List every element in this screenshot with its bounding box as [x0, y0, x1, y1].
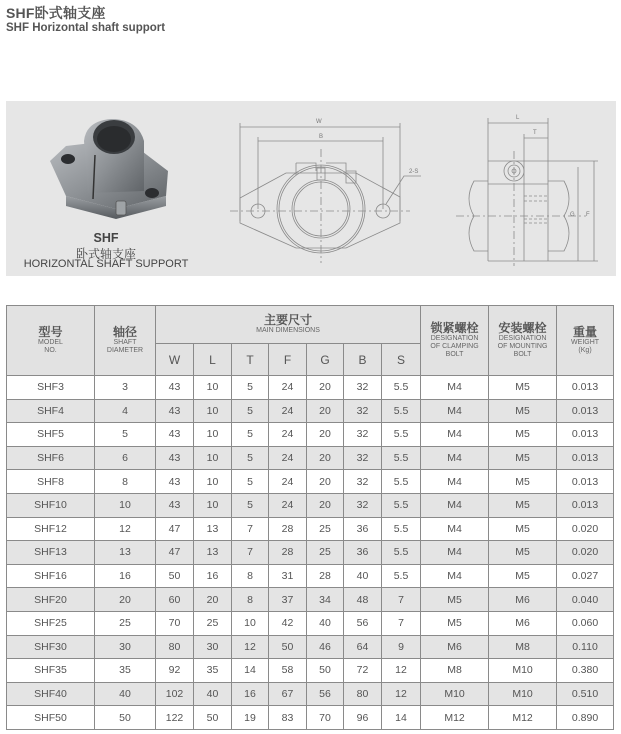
cell-s: 5.5 [382, 541, 421, 565]
cell-weight: 0.013 [557, 446, 614, 470]
cell-weight: 0.013 [557, 470, 614, 494]
svg-text:F: F [586, 212, 590, 218]
cell-w: 50 [156, 564, 194, 588]
cell-w: 70 [156, 611, 194, 635]
cell-f: 42 [269, 611, 307, 635]
cell-mounting-bolt: M8 [489, 635, 557, 659]
cell-l: 16 [194, 564, 232, 588]
cell-model: SHF13 [7, 541, 95, 565]
cell-shaft-diameter: 40 [95, 682, 156, 706]
cell-shaft-diameter: 30 [95, 635, 156, 659]
cell-f: 24 [269, 376, 307, 400]
cell-b: 36 [344, 517, 382, 541]
cell-shaft-diameter: 13 [95, 541, 156, 565]
cell-s: 5.5 [382, 399, 421, 423]
cell-shaft-diameter: 50 [95, 706, 156, 730]
photo-caption-model: SHF [93, 231, 119, 245]
table-row [7, 564, 614, 588]
cell-t: 10 [232, 611, 269, 635]
cell-model: SHF50 [7, 706, 95, 730]
cell-t: 8 [232, 564, 269, 588]
cell-g: 46 [307, 635, 344, 659]
cell-model: SHF3 [7, 376, 95, 400]
cell-b: 48 [344, 588, 382, 612]
cell-model: SHF30 [7, 635, 95, 659]
cell-mounting-bolt: M10 [489, 682, 557, 706]
cell-b: 32 [344, 493, 382, 517]
cell-w: 43 [156, 493, 194, 517]
cell-weight: 0.060 [557, 611, 614, 635]
cell-mounting-bolt: M5 [489, 423, 557, 447]
cell-s: 5.5 [382, 376, 421, 400]
table-row [7, 423, 614, 447]
cell-f: 31 [269, 564, 307, 588]
cell-w: 122 [156, 706, 194, 730]
cell-weight: 0.013 [557, 376, 614, 400]
cell-clamping-bolt: M4 [421, 541, 489, 565]
header-clamping-bolt: 锁紧螺栓 DESIGNATION OF CLAMPING BOLT [421, 306, 489, 376]
svg-text:2-S: 2-S [409, 169, 419, 175]
cell-f: 37 [269, 588, 307, 612]
header-model: 型号 MODEL NO. [7, 306, 95, 376]
cell-g: 25 [307, 541, 344, 565]
cell-model: SHF12 [7, 517, 95, 541]
cell-g: 20 [307, 399, 344, 423]
cell-w: 47 [156, 541, 194, 565]
page-header [6, 5, 165, 35]
cell-g: 20 [307, 470, 344, 494]
cell-b: 40 [344, 564, 382, 588]
cell-shaft-diameter: 12 [95, 517, 156, 541]
svg-text:T: T [533, 130, 537, 136]
cell-mounting-bolt: M5 [489, 399, 557, 423]
cell-weight: 0.380 [557, 659, 614, 683]
cell-model: SHF4 [7, 399, 95, 423]
cell-weight: 0.013 [557, 493, 614, 517]
cell-f: 24 [269, 399, 307, 423]
cell-t: 5 [232, 376, 269, 400]
cell-g: 28 [307, 564, 344, 588]
cell-f: 24 [269, 470, 307, 494]
cell-clamping-bolt: M6 [421, 635, 489, 659]
photo-caption-en: HORIZONTAL SHAFT SUPPORT [23, 258, 189, 270]
table-row [7, 706, 614, 730]
cell-l: 10 [194, 493, 232, 517]
cell-l: 10 [194, 399, 232, 423]
cell-w: 43 [156, 399, 194, 423]
shaft-support-photo-icon [6, 101, 216, 231]
cell-b: 32 [344, 399, 382, 423]
cell-g: 34 [307, 588, 344, 612]
cell-g: 20 [307, 423, 344, 447]
cell-clamping-bolt: M4 [421, 399, 489, 423]
cell-w: 43 [156, 376, 194, 400]
svg-text:B: B [319, 134, 324, 140]
cell-shaft-diameter: 8 [95, 470, 156, 494]
cell-model: SHF10 [7, 493, 95, 517]
cell-weight: 0.110 [557, 635, 614, 659]
cell-shaft-diameter: 4 [95, 399, 156, 423]
header-dim-w: W [156, 344, 194, 376]
table-row [7, 470, 614, 494]
cell-f: 24 [269, 423, 307, 447]
cell-f: 50 [269, 635, 307, 659]
cell-b: 32 [344, 423, 382, 447]
cell-shaft-diameter: 25 [95, 611, 156, 635]
cell-model: SHF8 [7, 470, 95, 494]
cell-clamping-bolt: M4 [421, 517, 489, 541]
header-shaft-diameter: 轴径 SHAFT DIAMETER [95, 306, 156, 376]
header-dim-b: B [344, 344, 382, 376]
cell-l: 13 [194, 517, 232, 541]
cell-weight: 0.890 [557, 706, 614, 730]
table-row [7, 376, 614, 400]
table-row [7, 635, 614, 659]
cell-t: 5 [232, 423, 269, 447]
cell-f: 28 [269, 541, 307, 565]
cell-t: 5 [232, 493, 269, 517]
cell-f: 67 [269, 682, 307, 706]
cell-s: 14 [382, 706, 421, 730]
table-row [7, 541, 614, 565]
cell-w: 43 [156, 446, 194, 470]
cell-mounting-bolt: M5 [489, 493, 557, 517]
cell-clamping-bolt: M5 [421, 611, 489, 635]
cell-s: 5.5 [382, 564, 421, 588]
cell-l: 10 [194, 470, 232, 494]
header-dim-g: G [307, 344, 344, 376]
header-dim-l: L [194, 344, 232, 376]
cell-mounting-bolt: M5 [489, 541, 557, 565]
cell-clamping-bolt: M4 [421, 564, 489, 588]
cell-b: 64 [344, 635, 382, 659]
cell-f: 83 [269, 706, 307, 730]
cell-weight: 0.020 [557, 541, 614, 565]
cell-s: 12 [382, 659, 421, 683]
cell-w: 102 [156, 682, 194, 706]
cell-clamping-bolt: M8 [421, 659, 489, 683]
cell-t: 5 [232, 399, 269, 423]
cell-clamping-bolt: M4 [421, 470, 489, 494]
cell-t: 8 [232, 588, 269, 612]
header-dim-t: T [232, 344, 269, 376]
cell-f: 24 [269, 446, 307, 470]
cell-l: 10 [194, 446, 232, 470]
cell-mounting-bolt: M5 [489, 470, 557, 494]
cell-shaft-diameter: 3 [95, 376, 156, 400]
table-row [7, 517, 614, 541]
cell-weight: 0.020 [557, 517, 614, 541]
cell-shaft-diameter: 16 [95, 564, 156, 588]
svg-text:L: L [516, 115, 520, 121]
cell-mounting-bolt: M5 [489, 517, 557, 541]
cell-t: 7 [232, 541, 269, 565]
table-row [7, 611, 614, 635]
specification-table [6, 305, 614, 730]
cell-t: 16 [232, 682, 269, 706]
cell-g: 25 [307, 517, 344, 541]
table-body [7, 376, 614, 730]
cell-w: 92 [156, 659, 194, 683]
cell-w: 43 [156, 470, 194, 494]
cell-l: 13 [194, 541, 232, 565]
cell-clamping-bolt: M4 [421, 423, 489, 447]
cell-mounting-bolt: M5 [489, 376, 557, 400]
cell-model: SHF16 [7, 564, 95, 588]
cell-w: 47 [156, 517, 194, 541]
cell-g: 20 [307, 376, 344, 400]
cell-mounting-bolt: M5 [489, 446, 557, 470]
svg-text:W: W [316, 119, 322, 125]
cell-model: SHF25 [7, 611, 95, 635]
cell-weight: 0.013 [557, 423, 614, 447]
cell-shaft-diameter: 5 [95, 423, 156, 447]
cell-model: SHF35 [7, 659, 95, 683]
product-photo-panel [6, 101, 216, 276]
cell-w: 80 [156, 635, 194, 659]
cell-t: 19 [232, 706, 269, 730]
cell-s: 5.5 [382, 423, 421, 447]
cell-shaft-diameter: 20 [95, 588, 156, 612]
cell-l: 30 [194, 635, 232, 659]
cell-weight: 0.013 [557, 399, 614, 423]
cell-w: 60 [156, 588, 194, 612]
cell-g: 20 [307, 493, 344, 517]
header-main-dimensions: 主要尺寸 MAIN DIMENSIONS [156, 306, 421, 344]
cell-l: 10 [194, 423, 232, 447]
table-row [7, 682, 614, 706]
cell-s: 7 [382, 588, 421, 612]
cell-model: SHF40 [7, 682, 95, 706]
cell-weight: 0.040 [557, 588, 614, 612]
cell-shaft-diameter: 6 [95, 446, 156, 470]
cell-f: 58 [269, 659, 307, 683]
cell-b: 32 [344, 470, 382, 494]
front-view-diagram-icon [216, 101, 431, 276]
cell-g: 56 [307, 682, 344, 706]
header-dim-s: S [382, 344, 421, 376]
cell-b: 56 [344, 611, 382, 635]
product-banner [6, 101, 616, 276]
cell-s: 7 [382, 611, 421, 635]
cell-l: 50 [194, 706, 232, 730]
cell-l: 25 [194, 611, 232, 635]
cell-clamping-bolt: M4 [421, 493, 489, 517]
page-title-en: SHF Horizontal shaft support [6, 22, 166, 34]
cell-b: 72 [344, 659, 382, 683]
cell-l: 40 [194, 682, 232, 706]
cell-model: SHF6 [7, 446, 95, 470]
cell-t: 7 [232, 517, 269, 541]
cell-g: 70 [307, 706, 344, 730]
photo-caption-cn: 卧式轴支座 [75, 247, 136, 261]
cell-mounting-bolt: M5 [489, 564, 557, 588]
cell-shaft-diameter: 35 [95, 659, 156, 683]
cell-l: 35 [194, 659, 232, 683]
cell-clamping-bolt: M10 [421, 682, 489, 706]
cell-l: 10 [194, 376, 232, 400]
cell-mounting-bolt: M10 [489, 659, 557, 683]
cell-g: 50 [307, 659, 344, 683]
cell-b: 36 [344, 541, 382, 565]
page-title-cn: SHF卧式轴支座 [6, 5, 106, 21]
cell-g: 20 [307, 446, 344, 470]
cell-s: 12 [382, 682, 421, 706]
cell-b: 32 [344, 446, 382, 470]
cell-f: 24 [269, 493, 307, 517]
cell-clamping-bolt: M5 [421, 588, 489, 612]
cell-s: 5.5 [382, 517, 421, 541]
header-dim-f: F [269, 344, 307, 376]
cell-l: 20 [194, 588, 232, 612]
header-mounting-bolt: 安装螺栓 DESIGNATION OF MOUNTING BOLT [489, 306, 557, 376]
cell-t: 12 [232, 635, 269, 659]
cell-s: 5.5 [382, 470, 421, 494]
table-row [7, 446, 614, 470]
cell-mounting-bolt: M12 [489, 706, 557, 730]
cell-model: SHF5 [7, 423, 95, 447]
header-weight: 重量 WEIGHT (Kg) [557, 306, 614, 376]
cell-t: 5 [232, 446, 269, 470]
cell-b: 32 [344, 376, 382, 400]
cell-f: 28 [269, 517, 307, 541]
cell-b: 80 [344, 682, 382, 706]
cell-mounting-bolt: M6 [489, 588, 557, 612]
cell-t: 14 [232, 659, 269, 683]
cell-weight: 0.510 [557, 682, 614, 706]
cell-shaft-diameter: 10 [95, 493, 156, 517]
cell-model: SHF20 [7, 588, 95, 612]
cell-t: 5 [232, 470, 269, 494]
table-row [7, 659, 614, 683]
cell-b: 96 [344, 706, 382, 730]
table-row [7, 399, 614, 423]
cell-mounting-bolt: M6 [489, 611, 557, 635]
cell-clamping-bolt: M12 [421, 706, 489, 730]
side-view-drawing [436, 101, 616, 276]
table-row [7, 493, 614, 517]
cell-s: 9 [382, 635, 421, 659]
cell-w: 43 [156, 423, 194, 447]
cell-clamping-bolt: M4 [421, 446, 489, 470]
front-view-drawing [216, 101, 431, 276]
svg-text:G: G [570, 212, 575, 218]
table-row [7, 588, 614, 612]
cell-s: 5.5 [382, 446, 421, 470]
cell-clamping-bolt: M4 [421, 376, 489, 400]
side-view-diagram-icon [436, 101, 616, 276]
cell-s: 5.5 [382, 493, 421, 517]
cell-g: 40 [307, 611, 344, 635]
cell-weight: 0.027 [557, 564, 614, 588]
